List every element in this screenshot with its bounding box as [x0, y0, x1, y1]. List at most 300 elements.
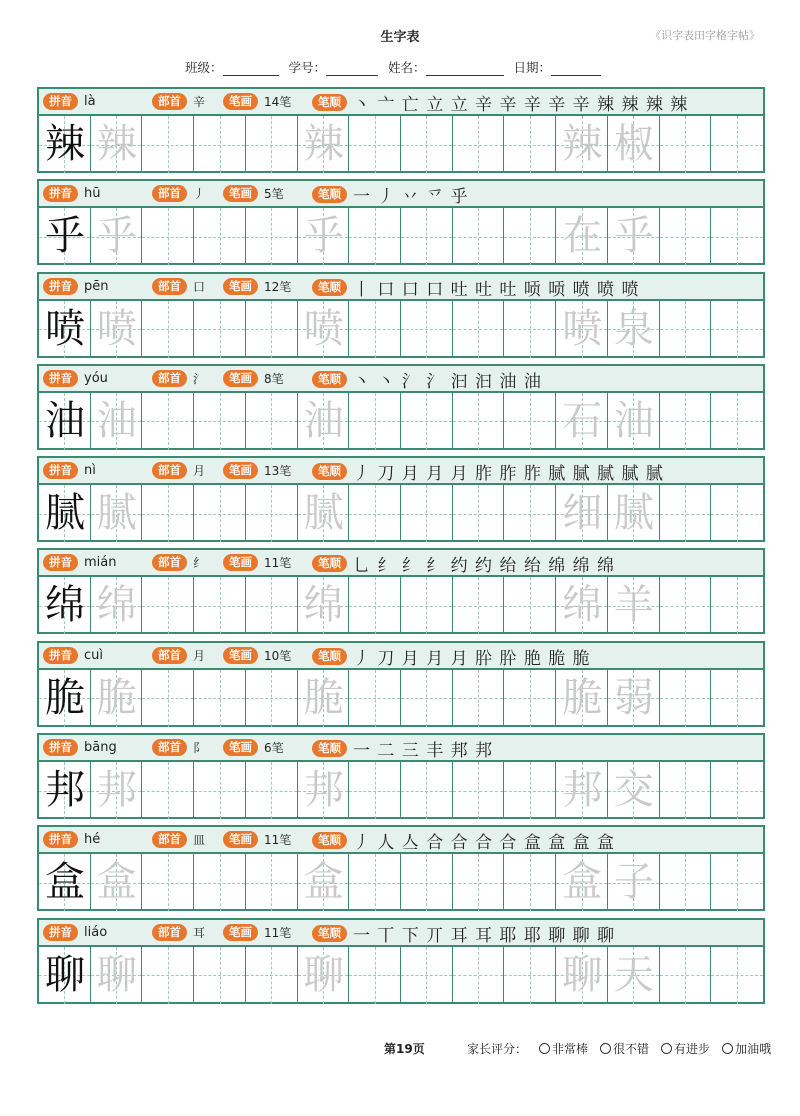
tianzige-cell[interactable]	[660, 301, 712, 358]
radio-circle-icon	[539, 1043, 550, 1054]
tianzige-cell[interactable]	[504, 577, 556, 634]
tianzige-cell[interactable]	[194, 393, 246, 450]
tianzige-cell[interactable]	[608, 208, 660, 265]
pinyin-group	[43, 831, 100, 848]
word-character: 天	[613, 951, 654, 998]
character-info-bar	[39, 89, 763, 116]
tianzige-cell[interactable]	[504, 116, 556, 173]
stroke-count-value: 10笔	[264, 648, 292, 663]
tianzige-cell[interactable]	[298, 762, 350, 819]
tianzige-cell[interactable]	[556, 670, 608, 727]
tianzige-cell[interactable]	[711, 947, 763, 1004]
tianzige-cell[interactable]	[711, 208, 763, 265]
stroke-order-value: 丨 口 口 口 吐 吐 吐 唝 唝 喷 喷 喷	[353, 279, 640, 300]
stroke-order-group	[312, 736, 493, 761]
practice-sheet	[37, 87, 765, 1010]
tianzige-cell[interactable]	[401, 762, 453, 819]
tianzige-cell[interactable]	[298, 208, 350, 265]
tianzige-cell[interactable]	[556, 854, 608, 911]
tianzige-cell[interactable]	[39, 670, 91, 727]
character-row	[37, 456, 765, 542]
tianzige-cell[interactable]	[504, 393, 556, 450]
radical-value: 丿	[193, 187, 206, 202]
tianzige-cell[interactable]	[349, 670, 401, 727]
pinyin-group	[43, 278, 109, 295]
model-character: 盒	[45, 859, 85, 906]
word-character: 石	[562, 397, 603, 444]
tianzige-cell[interactable]	[298, 116, 350, 173]
tianzige-cell[interactable]	[298, 854, 350, 911]
rating-option-excellent[interactable]	[539, 1040, 588, 1057]
rating-label: 家长评分：	[467, 1042, 528, 1056]
tianzige-cell[interactable]	[91, 301, 143, 358]
tianzige-cell[interactable]	[298, 393, 350, 450]
stroke-order-group	[312, 921, 615, 946]
tianzige-cell[interactable]	[91, 116, 143, 173]
radical-tag: 部首	[152, 370, 187, 387]
stroke-count-value: 5笔	[264, 187, 284, 202]
tianzige-cell[interactable]	[142, 947, 194, 1004]
stroke-order-group	[312, 551, 615, 576]
tianzige-cell[interactable]	[556, 208, 608, 265]
stroke-order-value: 乚 纟 纟 纟 约 约 绐 绐 绵 绵 绵	[353, 556, 616, 577]
tianzige-grid	[39, 854, 763, 911]
tianzige-cell[interactable]	[91, 762, 143, 819]
tianzige-cell[interactable]	[246, 577, 298, 634]
radio-circle-icon	[661, 1043, 672, 1054]
tianzige-cell[interactable]	[556, 301, 608, 358]
tianzige-cell[interactable]	[91, 670, 143, 727]
tianzige-cell[interactable]	[246, 762, 298, 819]
tianzige-grid	[39, 301, 763, 358]
tianzige-cell[interactable]	[608, 670, 660, 727]
tianzige-cell[interactable]	[246, 947, 298, 1004]
stroke-count-value: 11笔	[264, 833, 292, 848]
radical-tag: 部首	[152, 554, 187, 571]
stroke-count-tag: 笔画	[223, 554, 258, 571]
pinyin-tag: 拼音	[43, 924, 78, 941]
tianzige-cell[interactable]	[142, 485, 194, 542]
tianzige-cell[interactable]	[246, 116, 298, 173]
tianzige-cell[interactable]	[39, 577, 91, 634]
word-character: 喷	[562, 305, 603, 352]
tianzige-cell[interactable]	[453, 947, 505, 1004]
pinyin-tag: 拼音	[43, 554, 78, 571]
word-character: 聊	[562, 951, 603, 998]
tianzige-cell[interactable]	[349, 947, 401, 1004]
tianzige-cell[interactable]	[246, 208, 298, 265]
character-row	[37, 272, 765, 358]
tianzige-cell[interactable]	[39, 762, 91, 819]
tianzige-cell[interactable]	[608, 854, 660, 911]
tianzige-cell[interactable]	[142, 577, 194, 634]
model-character: 绵	[45, 582, 85, 629]
tianzige-cell[interactable]	[453, 670, 505, 727]
page-title: 生字表	[380, 30, 420, 45]
word-character: 泉	[613, 305, 654, 352]
tianzige-cell[interactable]	[608, 301, 660, 358]
tianzige-cell[interactable]	[142, 116, 194, 173]
radical-group	[152, 278, 205, 295]
tianzige-cell[interactable]	[504, 762, 556, 819]
tianzige-cell[interactable]	[349, 393, 401, 450]
tianzige-cell[interactable]	[194, 485, 246, 542]
radical-value: 月	[193, 648, 206, 663]
tianzige-cell[interactable]	[453, 301, 505, 358]
tianzige-cell[interactable]	[246, 670, 298, 727]
pinyin-tag: 拼音	[43, 93, 78, 110]
pinyin-tag: 拼音	[43, 462, 78, 479]
tianzige-cell[interactable]	[401, 947, 453, 1004]
character-info-bar	[39, 735, 763, 762]
tianzige-cell[interactable]	[349, 485, 401, 542]
radical-value: 月	[193, 464, 206, 479]
tianzige-cell[interactable]	[194, 762, 246, 819]
character-info-bar	[39, 274, 763, 301]
class-field	[185, 58, 279, 76]
tianzige-grid	[39, 762, 763, 819]
stroke-count-group	[223, 831, 291, 848]
tianzige-cell[interactable]	[556, 947, 608, 1004]
tianzige-cell[interactable]	[608, 393, 660, 450]
stroke-count-value: 11笔	[264, 556, 292, 571]
word-character: 绵	[562, 582, 603, 629]
tianzige-cell[interactable]	[194, 301, 246, 358]
stroke-order-value: 丿 人 亼 合 合 合 合 盒 盒 盒 盒	[353, 833, 616, 854]
word-character: 油	[613, 397, 654, 444]
tianzige-cell[interactable]	[504, 485, 556, 542]
tianzige-cell[interactable]	[194, 116, 246, 173]
tianzige-cell[interactable]	[142, 670, 194, 727]
tianzige-cell[interactable]	[660, 393, 712, 450]
stroke-count-value: 13笔	[264, 464, 292, 479]
tianzige-cell[interactable]	[298, 947, 350, 1004]
stroke-order-group	[312, 275, 639, 300]
word-character: 脆	[562, 674, 603, 721]
tianzige-cell[interactable]	[91, 854, 143, 911]
trace-character: 喷	[303, 305, 344, 352]
pinyin-value: pēn	[84, 278, 109, 294]
tianzige-cell[interactable]	[556, 393, 608, 450]
stroke-count-tag: 笔画	[223, 739, 258, 756]
pinyin-tag: 拼音	[43, 370, 78, 387]
word-character: 交	[613, 767, 654, 814]
stroke-order-group	[312, 459, 664, 484]
radical-tag: 部首	[152, 924, 187, 941]
character-info-bar	[39, 920, 763, 947]
tianzige-cell[interactable]	[194, 947, 246, 1004]
stroke-count-tag: 笔画	[223, 278, 258, 295]
stroke-order-tag: 笔顺	[312, 94, 347, 111]
tianzige-cell[interactable]	[453, 577, 505, 634]
trace-character: 喷	[96, 305, 137, 352]
tianzige-cell[interactable]	[711, 577, 763, 634]
stroke-order-tag: 笔顺	[312, 279, 347, 296]
name-label: 姓名：	[388, 60, 426, 75]
tianzige-cell[interactable]	[349, 301, 401, 358]
tianzige-cell[interactable]	[142, 301, 194, 358]
tianzige-grid	[39, 670, 763, 727]
stroke-count-tag: 笔画	[223, 831, 258, 848]
tianzige-cell[interactable]	[401, 208, 453, 265]
tianzige-cell[interactable]	[556, 485, 608, 542]
tianzige-cell[interactable]	[39, 301, 91, 358]
tianzige-cell[interactable]	[453, 854, 505, 911]
tianzige-cell[interactable]	[349, 208, 401, 265]
tianzige-cell[interactable]	[142, 393, 194, 450]
pinyin-tag: 拼音	[43, 647, 78, 664]
character-row	[37, 733, 765, 819]
tianzige-cell[interactable]	[194, 577, 246, 634]
pinyin-value: nì	[84, 463, 96, 479]
tianzige-cell[interactable]	[298, 485, 350, 542]
tianzige-grid	[39, 116, 763, 173]
character-info-bar	[39, 458, 763, 485]
tianzige-cell[interactable]	[504, 854, 556, 911]
pinyin-group	[43, 93, 96, 110]
model-character: 脆	[45, 674, 85, 721]
tianzige-cell[interactable]	[660, 208, 712, 265]
stroke-count-group	[223, 462, 291, 479]
date-blank[interactable]	[551, 61, 601, 76]
trace-character: 辣	[96, 121, 137, 167]
tianzige-cell[interactable]	[504, 208, 556, 265]
pinyin-tag: 拼音	[43, 739, 78, 756]
model-character: 聊	[45, 951, 85, 998]
stroke-order-group	[312, 90, 688, 115]
tianzige-cell[interactable]	[298, 301, 350, 358]
stroke-order-tag: 笔顺	[312, 925, 347, 942]
radical-tag: 部首	[152, 831, 187, 848]
tianzige-cell[interactable]	[401, 670, 453, 727]
tianzige-cell[interactable]	[660, 116, 712, 173]
pinyin-value: mián	[84, 555, 117, 571]
tianzige-cell[interactable]	[91, 393, 143, 450]
radical-tag: 部首	[152, 93, 187, 110]
tianzige-cell[interactable]	[401, 485, 453, 542]
stroke-order-tag: 笔顺	[312, 740, 347, 757]
tianzige-cell[interactable]	[711, 116, 763, 173]
tianzige-cell[interactable]	[349, 577, 401, 634]
tianzige-cell[interactable]	[349, 762, 401, 819]
tianzige-cell[interactable]	[660, 947, 712, 1004]
name-blank[interactable]	[426, 61, 504, 76]
trace-character: 盒	[303, 859, 344, 906]
stroke-count-tag: 笔画	[223, 924, 258, 941]
tianzige-cell[interactable]	[660, 762, 712, 819]
tianzige-cell[interactable]	[711, 301, 763, 358]
radical-tag: 部首	[152, 278, 187, 295]
tianzige-cell[interactable]	[142, 762, 194, 819]
stroke-count-tag: 笔画	[223, 185, 258, 202]
word-character: 细	[562, 490, 603, 537]
tianzige-cell[interactable]	[504, 947, 556, 1004]
tianzige-cell[interactable]	[556, 116, 608, 173]
character-row	[37, 641, 765, 727]
trace-character: 脆	[96, 674, 137, 721]
tianzige-cell[interactable]	[453, 116, 505, 173]
stroke-order-tag: 笔顺	[312, 648, 347, 665]
tianzige-cell[interactable]	[91, 947, 143, 1004]
rating-option-good[interactable]	[600, 1040, 649, 1057]
word-character: 乎	[613, 213, 654, 260]
word-character: 腻	[613, 490, 654, 537]
radical-tag: 部首	[152, 739, 187, 756]
pinyin-group	[43, 924, 107, 941]
trace-character: 腻	[96, 490, 137, 537]
character-info-bar	[39, 366, 763, 393]
radical-group	[152, 93, 205, 110]
tianzige-cell[interactable]	[660, 577, 712, 634]
tianzige-cell[interactable]	[608, 485, 660, 542]
tianzige-cell[interactable]	[401, 854, 453, 911]
radical-value: 皿	[193, 833, 206, 848]
tianzige-cell[interactable]	[608, 577, 660, 634]
stroke-order-value: 一 丅 下 丌 耳 耳 耶 耶 聊 聊 聊	[353, 925, 616, 946]
tianzige-cell[interactable]	[91, 577, 143, 634]
tianzige-cell[interactable]	[39, 208, 91, 265]
tianzige-cell[interactable]	[39, 485, 91, 542]
pinyin-group	[43, 739, 117, 756]
student-number-field	[289, 58, 379, 76]
tianzige-grid	[39, 577, 763, 634]
stroke-count-group	[223, 93, 291, 110]
radical-value: 纟	[193, 556, 206, 571]
tianzige-cell[interactable]	[711, 485, 763, 542]
tianzige-cell[interactable]	[349, 854, 401, 911]
tianzige-cell[interactable]	[142, 854, 194, 911]
word-character: 邦	[562, 767, 603, 814]
tianzige-cell[interactable]	[401, 116, 453, 173]
character-row	[37, 825, 765, 911]
trace-character: 盒	[96, 859, 137, 906]
pinyin-group	[43, 647, 103, 664]
tianzige-cell[interactable]	[194, 854, 246, 911]
tianzige-cell[interactable]	[711, 854, 763, 911]
tianzige-cell[interactable]	[401, 301, 453, 358]
tianzige-cell[interactable]	[91, 485, 143, 542]
trace-character: 绵	[96, 582, 137, 629]
character-row	[37, 364, 765, 450]
tianzige-cell[interactable]	[711, 670, 763, 727]
model-character: 腻	[45, 490, 85, 537]
radio-circle-icon	[722, 1043, 733, 1054]
radical-value: 耳	[193, 925, 206, 940]
pinyin-value: bāng	[84, 740, 117, 756]
tianzige-cell[interactable]	[660, 485, 712, 542]
tianzige-cell[interactable]	[194, 208, 246, 265]
date-label: 日期：	[513, 60, 552, 75]
tianzige-cell[interactable]	[246, 485, 298, 542]
tianzige-cell[interactable]	[39, 393, 91, 450]
tianzige-cell[interactable]	[91, 208, 143, 265]
stroke-count-group	[223, 739, 284, 756]
model-character: 喷	[45, 305, 85, 352]
tianzige-cell[interactable]	[39, 854, 91, 911]
tianzige-cell[interactable]	[194, 670, 246, 727]
stroke-order-value: 丶 亠 亡 立 立 辛 辛 辛 辛 辛 辣 辣 辣 辣	[353, 95, 689, 115]
radical-group	[152, 185, 205, 202]
student-info-line	[185, 58, 601, 76]
tianzige-cell[interactable]	[401, 577, 453, 634]
tianzige-cell[interactable]	[298, 577, 350, 634]
tianzige-cell[interactable]	[453, 393, 505, 450]
tianzige-cell[interactable]	[39, 947, 91, 1004]
word-character: 弱	[613, 674, 654, 721]
tianzige-cell[interactable]	[608, 947, 660, 1004]
trace-character: 聊	[96, 951, 137, 998]
tianzige-cell[interactable]	[660, 670, 712, 727]
tianzige-cell[interactable]	[504, 670, 556, 727]
stroke-order-group	[312, 367, 542, 392]
tianzige-cell[interactable]	[504, 301, 556, 358]
stroke-count-tag: 笔画	[223, 370, 258, 387]
tianzige-cell[interactable]	[453, 485, 505, 542]
tianzige-cell[interactable]	[39, 116, 91, 173]
stroke-order-tag: 笔顺	[312, 371, 347, 388]
model-character: 乎	[45, 213, 85, 260]
student-number-blank[interactable]	[326, 61, 378, 76]
stroke-order-tag: 笔顺	[312, 555, 347, 572]
radical-tag: 部首	[152, 185, 187, 202]
tianzige-cell[interactable]	[401, 393, 453, 450]
tianzige-cell[interactable]	[556, 577, 608, 634]
word-character: 辣	[562, 121, 603, 167]
stroke-count-value: 6笔	[264, 741, 284, 756]
tianzige-grid	[39, 947, 763, 1004]
word-character: 子	[613, 859, 654, 906]
pinyin-value: cuì	[84, 647, 103, 663]
tianzige-cell[interactable]	[453, 208, 505, 265]
radical-group	[152, 370, 205, 387]
stroke-order-value: 一 丿 丷 乊 乎	[353, 187, 469, 208]
rating-option-improved[interactable]	[661, 1040, 710, 1057]
tianzige-cell[interactable]	[711, 762, 763, 819]
tianzige-cell[interactable]	[453, 762, 505, 819]
tianzige-cell[interactable]	[556, 762, 608, 819]
pinyin-value: hū	[84, 186, 101, 202]
trace-character: 腻	[303, 490, 344, 537]
stroke-count-value: 14笔	[264, 95, 292, 109]
word-character: 在	[562, 213, 603, 260]
word-character: 盒	[562, 859, 603, 906]
pinyin-value: liáo	[84, 924, 108, 940]
radical-value: 口	[193, 279, 206, 294]
rating-option-keep-going[interactable]	[722, 1040, 771, 1057]
tianzige-cell[interactable]	[246, 854, 298, 911]
word-character: 羊	[613, 582, 654, 629]
stroke-order-tag: 笔顺	[312, 463, 347, 480]
class-blank[interactable]	[223, 61, 279, 76]
tianzige-cell[interactable]	[349, 116, 401, 173]
tianzige-cell[interactable]	[608, 116, 660, 173]
tianzige-cell[interactable]	[608, 762, 660, 819]
pinyin-value: yóu	[84, 370, 108, 386]
stroke-order-tag: 笔顺	[312, 186, 347, 203]
tianzige-grid	[39, 393, 763, 450]
tianzige-cell[interactable]	[246, 301, 298, 358]
tianzige-cell[interactable]	[711, 393, 763, 450]
tianzige-cell[interactable]	[298, 670, 350, 727]
stroke-count-tag: 笔画	[223, 462, 258, 479]
tianzige-cell[interactable]	[660, 854, 712, 911]
pinyin-tag: 拼音	[43, 278, 78, 295]
tianzige-cell[interactable]	[246, 393, 298, 450]
pinyin-tag: 拼音	[43, 831, 78, 848]
stroke-count-group	[223, 647, 291, 664]
tianzige-cell[interactable]	[142, 208, 194, 265]
stroke-count-value: 11笔	[264, 925, 292, 940]
